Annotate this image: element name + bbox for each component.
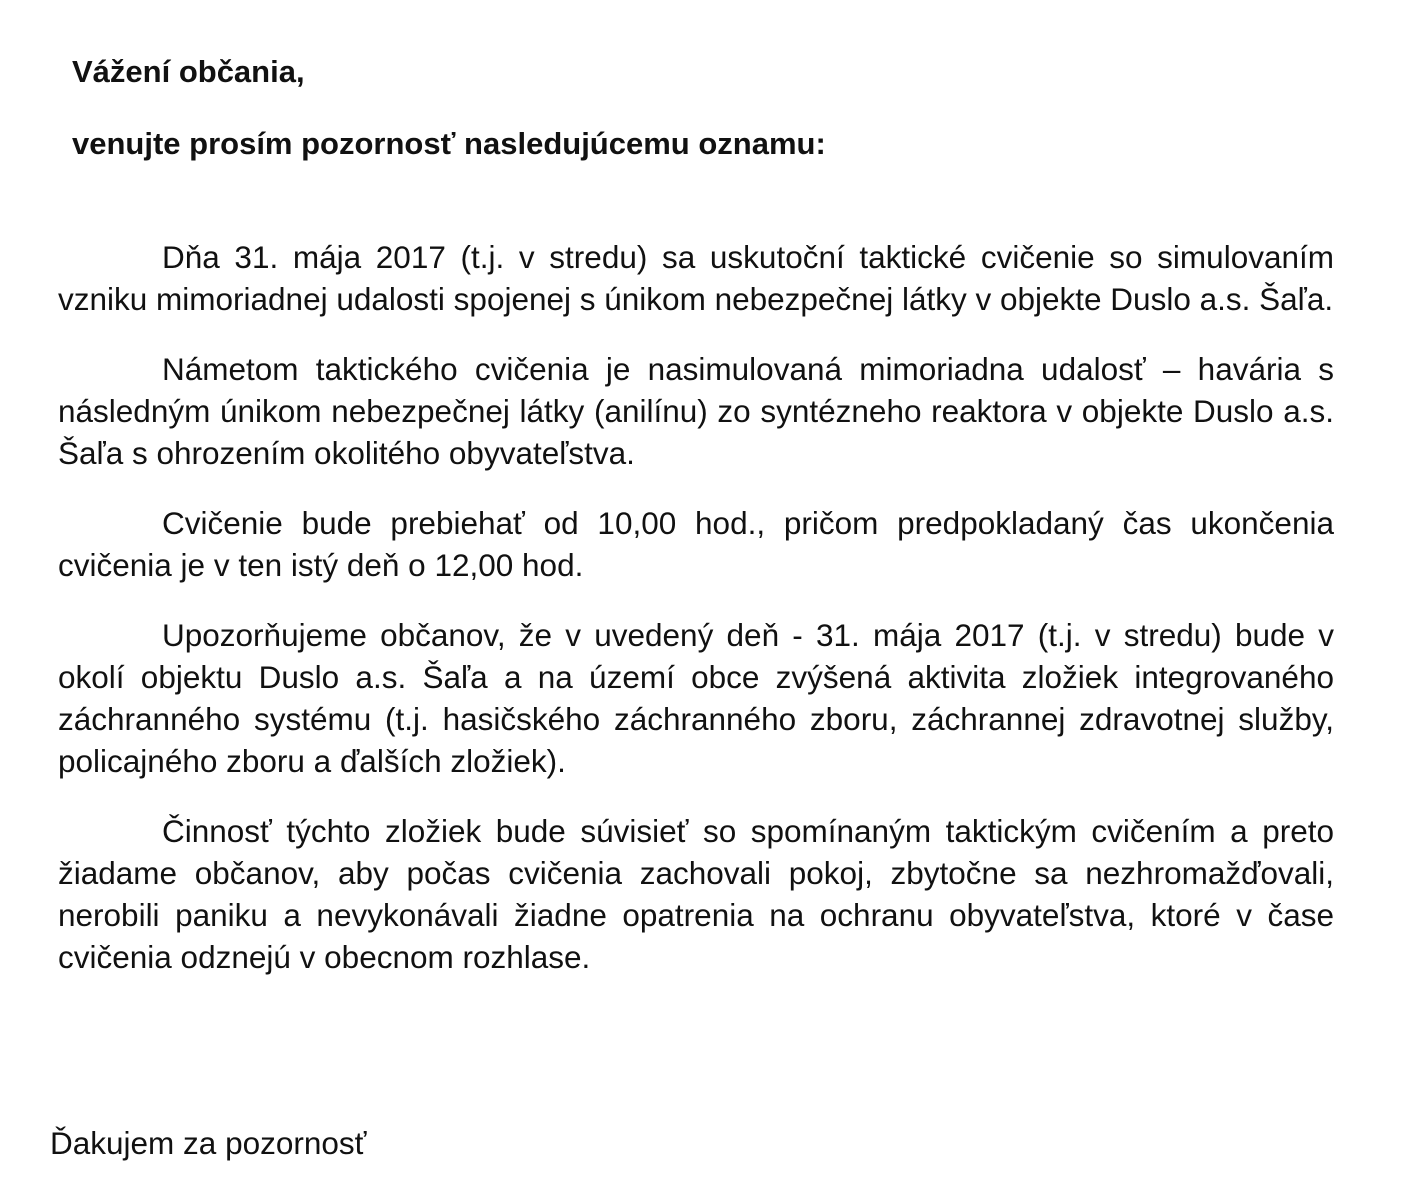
closing-line: Ďakujem za pozornosť (50, 1125, 367, 1161)
paragraph-citizen-request: Činnosť týchto zložiek bude súvisieť so spomínaným taktickým cvičením a preto žiadame občanov, aby počas cvičenia zachovali pokoj, zbytočne sa nezhromažďovali, nerobili paniku a nevykonávali žiadne opatrenia na ochranu obyvateľstva, ktoré v čase cvičenia odznejú v obecnom rozhlase. (58, 813, 1334, 975)
paragraph-exercise-date: Dňa 31. mája 2017 (t.j. v stredu) sa uskutoční taktické cvičenie so simulovaním vzniku mimoriadnej udalosti spojenej s únikom nebezpečnej látky v objekte Duslo a.s. Šaľa. (58, 239, 1334, 317)
paragraph-exercise-scenario: Námetom taktického cvičenia je nasimulovaná mimoriadna udalosť – havária s následným únikom nebezpečnej látky (anilínu) zo syntézneho reaktora v objekte Duslo a.s. Šaľa s ohrozením okolitého obyvateľstva. (58, 351, 1334, 471)
paragraph-rescue-activity: Upozorňujeme občanov, že v uvedený deň - 31. mája 2017 (t.j. v stredu) bude v okolí objektu Duslo a.s. Šaľa a na území obce zvýšená aktivita zložiek integrovaného záchranného systému (t.j. hasičského záchranného zboru, záchrannej zdravotnej služby, policajného zboru a ďalších zložiek). (58, 617, 1334, 779)
intro-line: venujte prosím pozornosť nasledujúcemu oznamu: (72, 126, 826, 161)
salutation: Vážení občania, (72, 54, 305, 89)
notice-body (58, 236, 1334, 978)
paragraph-exercise-time: Cvičenie bude prebiehať od 10,00 hod., pričom predpokladaný čas ukončenia cvičenia je v ten istý deň o 12,00 hod. (58, 505, 1334, 583)
